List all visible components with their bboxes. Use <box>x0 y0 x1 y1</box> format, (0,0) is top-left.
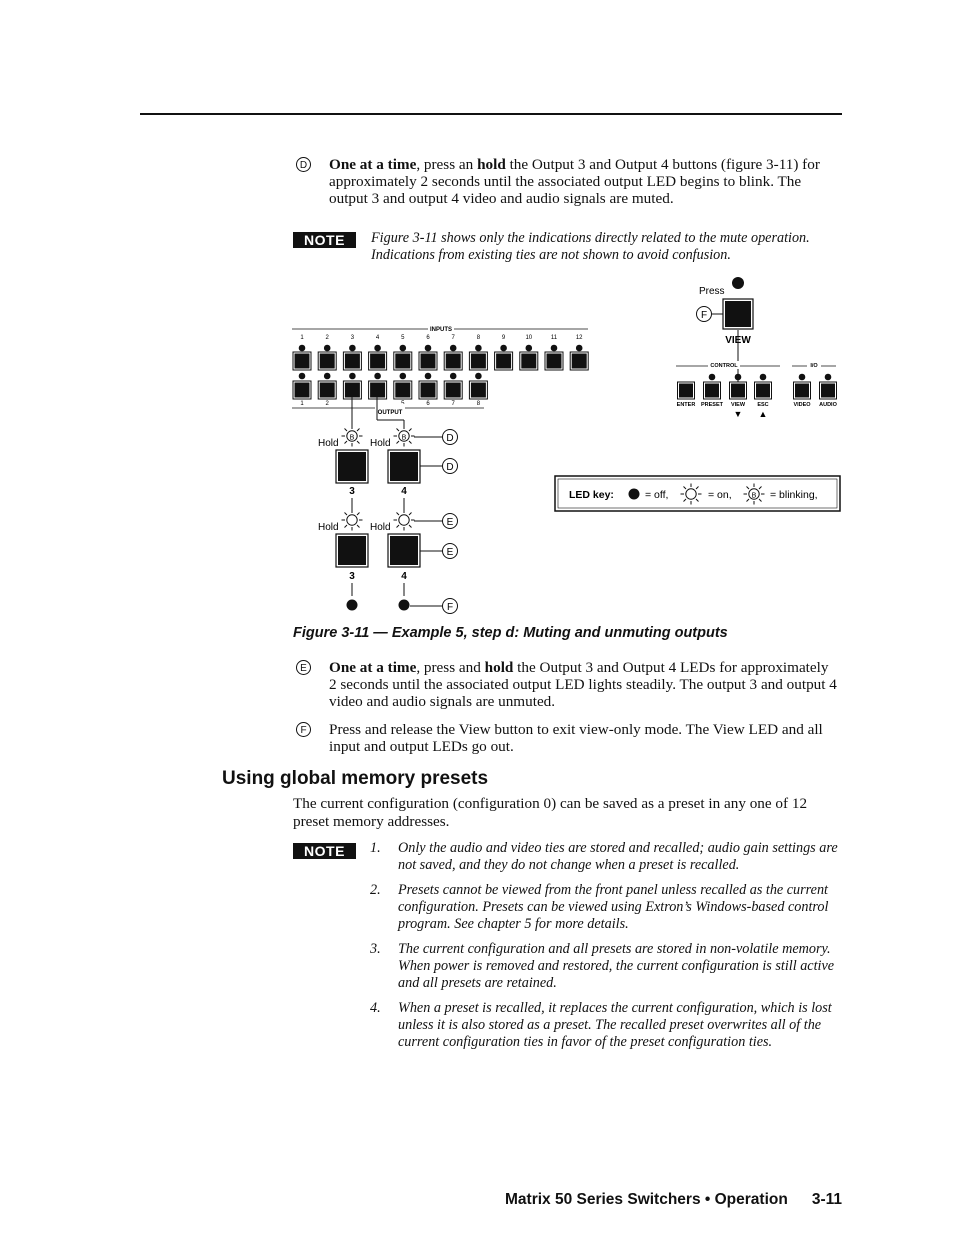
input-led <box>324 345 331 352</box>
input-number: 11 <box>550 335 558 341</box>
led-blink-out4: B <box>401 434 407 442</box>
input-led <box>425 345 432 352</box>
input-number: 9 <box>501 335 506 341</box>
output-3-button-2[interactable] <box>338 536 366 565</box>
output-led <box>299 373 306 380</box>
input-button[interactable] <box>421 354 436 369</box>
input-led <box>400 345 407 352</box>
step-e-text: One at a time, press and hold the Output 3 and Output 4 LEDs for approximately 2 seconds until the associated output LED lights steadily. The output 3 and output 4 video and audio signals are unmuted. <box>329 659 837 710</box>
control-button-enter[interactable] <box>679 384 693 398</box>
led-key-off: = off, <box>645 489 669 501</box>
io-label: I/O <box>810 363 818 369</box>
input-button[interactable] <box>345 354 360 369</box>
output-4-number: 4 <box>401 486 407 497</box>
arrow-down: ▼ <box>733 409 743 419</box>
output-button[interactable] <box>421 383 436 398</box>
input-buttons <box>293 335 588 407</box>
callout-e-led: E <box>446 517 454 528</box>
step-badge-e: E <box>296 660 311 675</box>
led-key-on: = on, <box>708 489 732 501</box>
note-label-2: NOTE <box>293 843 356 859</box>
hold-label-4: Hold <box>370 522 391 533</box>
step-f-text: Press and release the View button to exit view-only mode. The View LED and all input and output LEDs go out. <box>329 721 823 755</box>
output-3-number-2: 3 <box>349 571 355 582</box>
output-4-button[interactable] <box>390 452 418 481</box>
control-label: CONTROL <box>710 363 738 369</box>
step-d-text: One at a time, press an hold the Output 3 and Output 4 buttons (figure 3-11) for approximately 2 seconds until the associated output LED begins to blink. The output 3 and output 4 video and audio signals are muted. <box>329 156 820 207</box>
input-number: 5 <box>401 335 405 341</box>
input-number: 7 <box>451 335 455 341</box>
led-off-out3 <box>347 600 358 611</box>
input-led <box>450 345 457 352</box>
input-number: 10 <box>525 335 533 341</box>
inputs-label: INPUTS <box>429 327 453 333</box>
input-number: 6 <box>426 335 430 341</box>
callout-d-led: D <box>446 433 454 444</box>
input-led <box>299 345 306 352</box>
view-led-off <box>732 277 744 289</box>
output-number: 8 <box>476 401 481 407</box>
control-button-label: VIEW <box>730 402 746 408</box>
io-button-audio[interactable] <box>821 384 835 398</box>
control-led <box>760 374 767 381</box>
input-led <box>526 345 533 352</box>
page-number: 3-11 <box>811 1191 842 1208</box>
input-button[interactable] <box>395 354 410 369</box>
led-key-blink: = blinking, <box>770 489 818 501</box>
io-led <box>825 374 832 381</box>
input-button[interactable] <box>446 354 461 369</box>
output-button[interactable] <box>295 383 310 398</box>
io-button-label: AUDIO <box>819 402 837 408</box>
input-button[interactable] <box>547 354 562 369</box>
control-button-label: ENTER <box>676 402 696 408</box>
control-button-view[interactable] <box>731 384 745 398</box>
view-label: VIEW <box>725 335 751 346</box>
input-led <box>349 345 356 352</box>
note-label: NOTE <box>293 232 356 248</box>
input-number: 1 <box>300 335 304 341</box>
input-button[interactable] <box>370 354 385 369</box>
output-label: OUTPUT <box>377 410 403 416</box>
note-item-1: 1. Only the audio and video ties are stored and recalled; audio gain settings are not saved, and they do not change when a preset is recalled. <box>370 840 838 873</box>
note-item-4: 4. When a preset is recalled, it replaces the current configuration, which is lost unless it is also stored as a preset. The recalled preset overwrites all of the current configuration ties in favor of the preset configuration ties. <box>370 1000 832 1050</box>
input-led <box>475 345 482 352</box>
input-led <box>576 345 583 352</box>
io-button-label: VIDEO <box>793 402 811 408</box>
output-led <box>349 373 356 380</box>
step-badge-d: D <box>296 157 311 172</box>
output-4-number-2: 4 <box>401 571 407 582</box>
output-button[interactable] <box>395 383 410 398</box>
io-button-video[interactable] <box>795 384 809 398</box>
section-heading: Using global memory presets <box>222 768 489 789</box>
output-led <box>324 373 331 380</box>
control-led <box>709 374 716 381</box>
output-led <box>450 373 457 380</box>
step-e <box>293 659 838 710</box>
press-label: Press <box>699 286 725 297</box>
input-number: 12 <box>575 335 583 341</box>
note-item-3: 3. The current configuration and all presets are stored in non-volatile memory. When power is removed and restored, the current configuration is still active and all presets are retained. <box>370 941 835 991</box>
output-number: 1 <box>300 401 304 407</box>
input-led <box>551 345 558 352</box>
figure-caption: Figure 3-11 — Example 5, step d: Muting and unmuting outputs <box>293 625 728 641</box>
note-item-2: 2. Presets cannot be viewed from the front panel unless recalled as the current configuration. Presets can be viewed using Extron’s Windows-based control program. See chapter 5 for more details. <box>370 882 829 932</box>
output-led <box>400 373 407 380</box>
io-led <box>799 374 806 381</box>
output-led <box>374 373 381 380</box>
callout-d-button: D <box>446 462 454 473</box>
led-blink-out3: B <box>349 434 355 442</box>
output-4-button-2[interactable] <box>390 536 418 565</box>
input-button[interactable] <box>295 354 310 369</box>
output-number: 6 <box>426 401 430 407</box>
hold-label-3: Hold <box>318 522 339 533</box>
output-button[interactable] <box>370 383 385 398</box>
input-led <box>500 345 507 352</box>
input-button[interactable] <box>320 354 335 369</box>
input-led <box>374 345 381 352</box>
page-footer <box>505 1191 842 1209</box>
output-3-number: 3 <box>349 486 355 497</box>
control-led <box>735 374 742 381</box>
output-button[interactable] <box>471 383 486 398</box>
hold-label-2: Hold <box>370 438 391 449</box>
step-f <box>293 721 838 755</box>
view-button-large[interactable] <box>725 301 751 327</box>
output-number: 7 <box>451 401 455 407</box>
section-paragraph: The current configuration (configuration 0) can be saved as a preset in any one of 12 preset memory addresses. <box>293 795 808 830</box>
led-off-out4 <box>399 600 410 611</box>
output-led <box>475 373 482 380</box>
control-button-label: PRESET <box>700 402 724 408</box>
control-button-preset[interactable] <box>705 384 719 398</box>
output-number: 2 <box>325 401 329 407</box>
control-button-label: ESC <box>757 402 769 408</box>
input-button[interactable] <box>471 354 486 369</box>
input-button[interactable] <box>521 354 536 369</box>
input-button[interactable] <box>572 354 587 369</box>
input-number: 4 <box>375 335 380 341</box>
input-button[interactable] <box>496 354 511 369</box>
output-button[interactable] <box>320 383 335 398</box>
footer-title: Matrix 50 Series Switchers • Operation <box>505 1191 788 1208</box>
input-number: 3 <box>350 335 355 341</box>
output-button[interactable] <box>446 383 461 398</box>
led-key-label: LED key: <box>569 489 614 501</box>
led-key-blink-letter: B <box>751 492 757 500</box>
output-3-button[interactable] <box>338 452 366 481</box>
arrow-up: ▲ <box>758 409 768 419</box>
output-led <box>425 373 432 380</box>
step-badge-f: F <box>296 722 311 737</box>
note-text: Figure 3-11 shows only the indications directly related to the mute operation. Indications from existing ties are not shown to avoid confusion. <box>371 230 810 263</box>
callout-e-button: E <box>446 547 454 558</box>
control-buttons <box>677 374 838 408</box>
callout-f: F <box>700 310 708 321</box>
callout-f-led: F <box>446 602 454 613</box>
led-key-off-icon <box>629 489 640 500</box>
input-number: 2 <box>325 335 329 341</box>
control-button-esc[interactable] <box>756 384 770 398</box>
hold-label-1: Hold <box>318 438 339 449</box>
input-number: 8 <box>476 335 481 341</box>
